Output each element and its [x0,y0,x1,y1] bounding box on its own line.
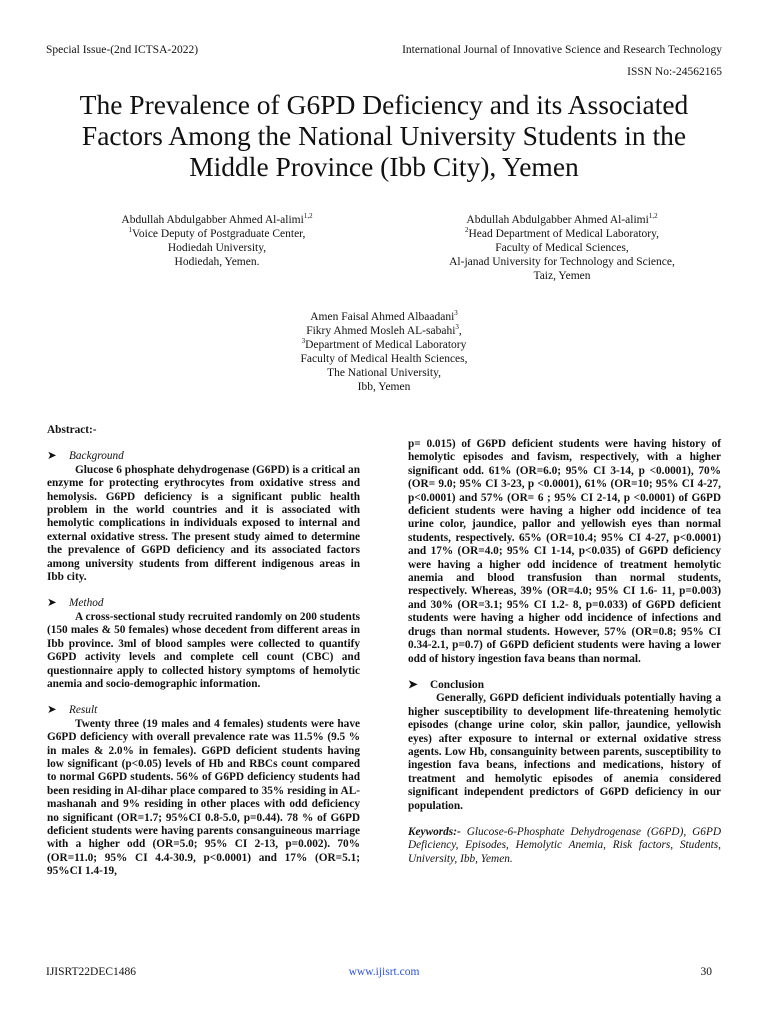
section-heading-method: Method [69,597,104,610]
author-affiliation: Head Department of Medical Laboratory, [468,228,660,240]
running-header-journal: International Journal of Innovative Science and Research Technology [402,44,722,56]
method-paragraph: A cross-sectional study recruited randomly on 200 students (150 males & 50 females) whose decedent from different areas in Ibb province. 3ml of blood samples were collected to quantify G6PD activity levels and complete cell count (CBC) and questionnaire apply to collected history symptoms of hemolytic anemia and socio-demographic information. [47,610,360,690]
issn: ISSN No:-24562165 [627,66,722,78]
author-block-left: Abdullah Abdulgabber Ahmed Al-alimi$^{1,2}$ $^1$Voice Deputy of Postgraduate Center, Hodiedah University, Hodiedah, Yemen. [121,212,313,268]
arrow-bullet-icon: ➤ [47,704,57,717]
keywords: Keywords:- Glucose-6-Phosphate Dehydrogenase (G6PD), G6PD Deficiency, Episodes, Hemolytic Anemia, Risk factors, Students, University, Ibb, Yemen. [408,825,721,865]
arrow-bullet-icon: ➤ [47,597,57,610]
page-number: 30 [700,966,712,978]
conclusion-paragraph: Generally, G6PD deficient individuals potentially having a higher susceptibility to development life-threatening hemolytic episodes (change urine color, skin pallor, jaundice, yellowish eyes) after exposure to internal or external oxidative stress agents. Low Hb, consanguinity between parents, susceptibility to ingestion fava beans, infections and medications, history of treatment and hemolytic episodes of anemia considered significant independent predictors of G6PD deficiency in our population. [408,692,721,812]
author-block-right: Abdullah Abdulgabber Ahmed Al-alimi$^{1,2}$ $^2$Head Department of Medical Laboratory, Faculty of Medical Sciences, Al-janad University for Technology and Science, Taiz, Yemen [449,212,675,282]
arrow-bullet-icon: ➤ [47,450,57,463]
paper-title: The Prevalence of G6PD Deficiency and its Associated Factors Among the National University Students in the Middle Province (Ibb City), Yemen [79,89,689,182]
keywords-label: Keywords:- [408,825,461,838]
section-heading-result: Result [69,704,98,717]
abstract-column-right [408,438,721,866]
abstract-label: Abstract:- [47,424,97,436]
author-affiliation: Voice Deputy of Postgraduate Center, [132,228,306,240]
result-paragraph-continued: p= 0.015) of G6PD deficient students were having history of hemolytic episodes and favism, respectively, with a higher significant odd. 61% (OR=6.0; 95% CI 3-14, p <0.0001), 70% (OR= 9.0; 95% CI 3-23, p <0.0001), 61% (OR=10; 95% CI 4-27, p<0.0001) and 57% (OR= 6 ; 95% CI 2-14, p <0.0001) of G6PD deficient students were having a higher odd incidence of tea urine color, jaundice, pallor and yellowish eyes than normal students, respectively. 65% (OR=10.4; 95% CI 4-27, p<0.0001) and 17% (OR=4.0; 95% CI 1-14, p<0.035) of G6PD deficiency were having a higher odd incidence of treatment hemolytic anemia and blood transfusion than normal students, respectively. Whereas, 39% (OR=4.0; 95% CI 1.6- 11, p=0.003) and 30% (OR=3.1; 95% CI 1.2- 8, p=0.033) of G6PD deficient students were having a higher odd incidence of infections and drugs than normal students. However, 57% (OR=0.8; 95% CI 0.34-2.1, p=0.7) of G6PD deficient students were having a lower odd of history ingestion fava beans than normal. [408,438,721,665]
arrow-bullet-icon: ➤ [408,678,418,691]
abstract-column-left [47,424,360,879]
author-block-center: Amen Faisal Ahmed Albaadani$^3$ Fikry Ahmed Mosleh AL-sabahi$^3$, $^3$Department of Medical Laboratory Faculty of Medical Health Sciences, The National University, Ibb, Yemen [300,309,468,393]
author-name: Abdullah Abdulgabber Ahmed Al-alimi [121,214,304,226]
result-paragraph: Twenty three (19 males and 4 females) students were have G6PD deficiency with overall prevalence rate was 11.5% (9.5 % in males & 2.0% in females). G6PD deficient students having low significant (p<0.05) levels of Hb and RBCs count compared to normal G6PD students. 56% of G6PD deficiency students had been residing in Al-dihar place compared to 35% residing in AL-mashanah and 9% residing in other places with odd deficiency no significant (OR=1.7; 95%CI 0.8-5.0, p=0.44). 78 % of G6PD deficient students were having parents consanguineous marriage with a higher odd (OR=5.0; 95% CI 2-13, p=0.002). 70% (OR=11.0; 95% CI 4.4-30.9, p<0.0001) and 17% (OR=5.1; 95%CI 1.4-19, [47,717,360,878]
section-heading-conclusion: Conclusion [430,678,484,691]
author-affiliation: Department of Medical Laboratory [305,339,467,351]
author-name: Fikry Ahmed Mosleh AL-sabahi [306,325,456,337]
article-id: IJISRT22DEC1486 [46,966,137,978]
author-name: Abdullah Abdulgabber Ahmed Al-alimi [466,214,649,226]
journal-website-link[interactable]: www.ijisrt.com [348,966,420,978]
author-name: Amen Faisal Ahmed Albaadani [310,311,455,323]
background-paragraph: Glucose 6 phosphate dehydrogenase (G6PD) is a critical an enzyme for protecting erythrocytes from oxidative stress and hemolysis. G6PD deficiency is a significant public health problem in the world countries and it is associated with hemolytic complications in individuals exposed to internal and external oxidative stress. The present study aimed to determine the prevalence of G6PD deficiency and its associated factors among university students from different indigenous areas in Ibb city. [47,463,360,584]
section-heading-background: Background [69,450,124,463]
running-header-issue: Special Issue-(2nd ICTSA-2022) [46,44,199,56]
